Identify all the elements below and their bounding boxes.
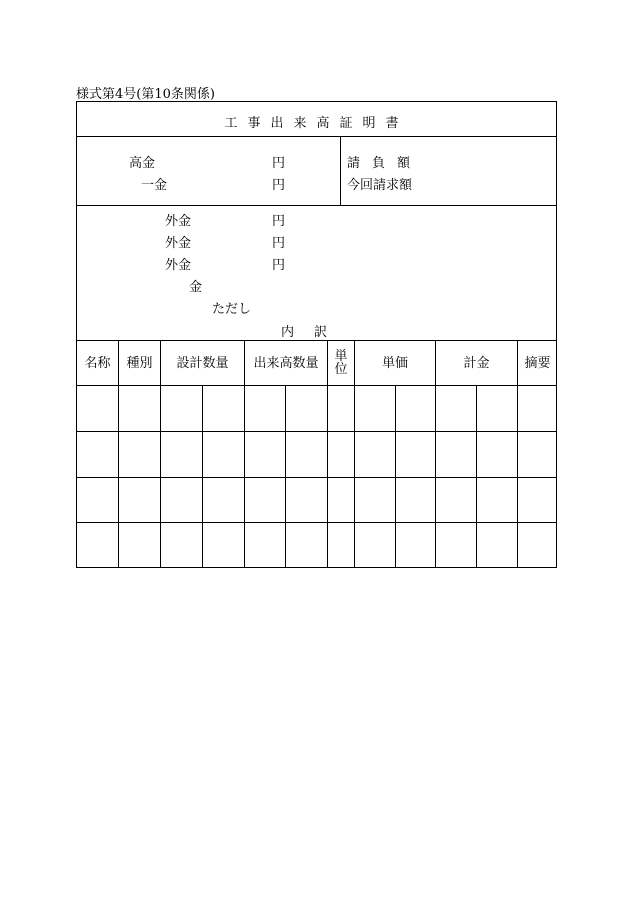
sub-col-unit-price bbox=[395, 385, 396, 567]
contract-amount-label: 請負額 bbox=[347, 156, 423, 171]
row-line-2 bbox=[77, 477, 556, 478]
high-amount-label: 高金 bbox=[129, 156, 156, 171]
header-unit-bottom: 位 bbox=[334, 362, 348, 377]
outer-amount-label-3: 外金 bbox=[165, 258, 192, 273]
header-bottom-line bbox=[77, 385, 556, 386]
outer-amount-yen-3: 円 bbox=[272, 258, 286, 273]
form-number-label: 様式第4号(第10条関係) bbox=[76, 87, 215, 102]
sub-col-design bbox=[202, 385, 203, 567]
col-line-actual bbox=[327, 340, 328, 567]
col-line-type bbox=[160, 340, 161, 567]
title-divider bbox=[77, 136, 556, 137]
high-amount-yen: 円 bbox=[272, 156, 286, 171]
breakdown-label: 内訳 bbox=[281, 325, 348, 340]
document-title: 工事出来高証明書 bbox=[224, 116, 409, 131]
header-type: 種別 bbox=[126, 355, 153, 371]
amount-section-bottom bbox=[77, 205, 556, 206]
one-amount-yen: 円 bbox=[272, 178, 286, 193]
sub-col-actual bbox=[285, 385, 286, 567]
header-design-qty: 設計数量 bbox=[176, 355, 229, 371]
outer-amount-yen-2: 円 bbox=[272, 236, 286, 251]
certificate-form bbox=[76, 101, 557, 568]
header-actual-qty: 出来高数量 bbox=[253, 355, 319, 371]
kin-label: 金 bbox=[189, 280, 203, 295]
outer-amount-yen-1: 円 bbox=[272, 214, 286, 229]
header-unit bbox=[328, 341, 354, 385]
header-unit-top: 単 bbox=[334, 349, 348, 364]
outer-amount-label-1: 外金 bbox=[165, 214, 192, 229]
current-request-amount-label: 今回請求額 bbox=[347, 178, 413, 193]
col-line-design bbox=[244, 340, 245, 567]
row-line-1 bbox=[77, 431, 556, 432]
sub-col-total bbox=[476, 385, 477, 567]
col-line-name bbox=[118, 340, 119, 567]
tadashi-label: ただし bbox=[212, 302, 252, 317]
row-line-3 bbox=[77, 522, 556, 523]
one-amount-label: 一金 bbox=[141, 178, 168, 193]
col-line-total bbox=[517, 340, 518, 567]
col-line-unit-price bbox=[435, 340, 436, 567]
header-name: 名称 bbox=[84, 355, 111, 371]
amount-section-divider bbox=[340, 136, 341, 205]
header-total: 計金 bbox=[463, 355, 490, 371]
header-remarks: 摘要 bbox=[524, 355, 551, 371]
col-line-unit bbox=[354, 340, 355, 567]
header-unit-price: 単価 bbox=[381, 355, 408, 371]
outer-amount-label-2: 外金 bbox=[165, 236, 192, 251]
